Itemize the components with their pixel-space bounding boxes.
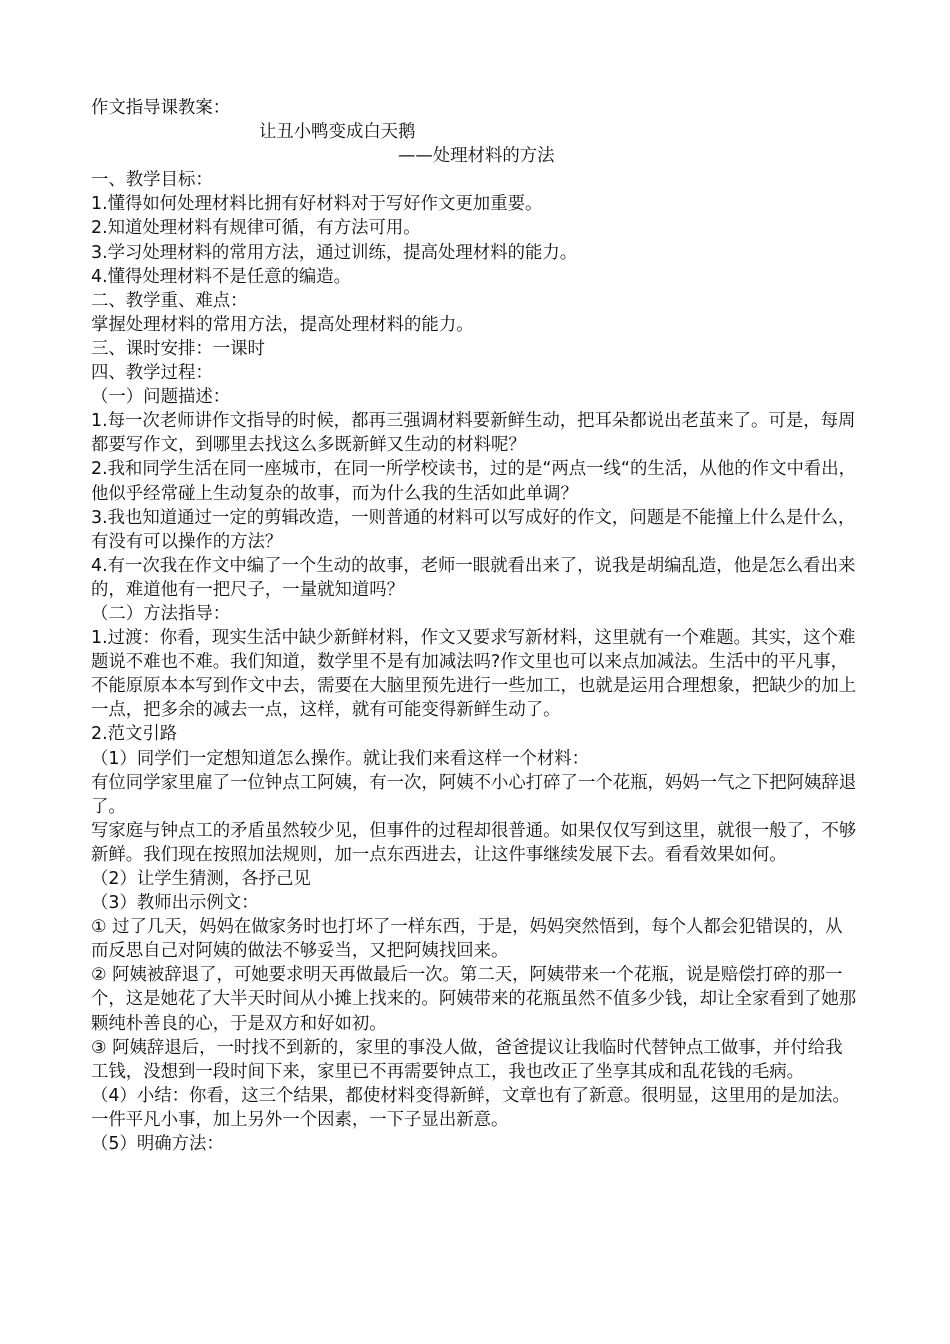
paragraph: 3.学习处理材料的常用方法，通过训练，提高处理材料的能力。: [91, 242, 578, 263]
section-heading: 三、课时安排：一课时: [91, 338, 265, 359]
paragraph: 1.懂得如何处理材料比拥有好材料对于写好作文更加重要。: [91, 194, 543, 215]
paragraph: （3）教师出示例文：: [91, 893, 259, 914]
subsection-heading: （二）方法指导：: [91, 603, 231, 624]
paragraph: 1.过渡：你看，现实生活中缺少新鲜材料，作文又要求写新材料，这里就有一个难题。其实，这个难题说不难也不难。我们知道，数学里不是有加减法吗?作文里也可以来点加减法。生活中的平凡事，不能原原本本写到作文中去，需要在大脑里预先进行一些加工，也就是运用合理想象，把缺少的加上一点，把多余的减去一点，这样，就有可能变得新鲜生动了。: [91, 628, 857, 721]
doc-header: 作文指导课教案：: [91, 98, 231, 118]
paragraph: （4）小结：你看，这三个结果，都使材料变得新鲜，文章也有了新意。很明显，这里用的是加法。一件平凡小事，加上另外一个因素，一下子显出新意。: [91, 1085, 850, 1130]
paragraph: ② 阿姨被辞退了，可她要求明天再做最后一次。第二天，阿姨带来一个花瓶，说是赔偿打碎的那一个，这是她花了大半天时间从小摊上找来的。阿姨带来的花瓶虽然不值多少钱，却让全家看到了她那颗纯朴善良的心，于是双方和好如初。: [91, 965, 857, 1034]
paragraph: （2）让学生猜测，各抒己见: [91, 869, 311, 889]
paragraph: 掌握处理材料的常用方法，提高处理材料的能力。: [91, 314, 474, 335]
section-heading: 四、教学过程：: [91, 363, 213, 384]
paragraph: 3.我也知道通过一定的剪辑改造，一则普通的材料可以写成好的作文，问题是不能撞上什么是什么，有没有可以操作的方法？: [91, 507, 856, 552]
paragraph: 4.懂得处理材料不是任意的编造。: [91, 266, 352, 287]
paragraph: （1）同学们一定想知道怎么操作。就让我们来看这样一个材料：: [91, 748, 590, 769]
paragraph: ① 过了几天，妈妈在做家务时也打坏了一样东西，于是，妈妈突然悟到，每个人都会犯错误的，从而反思自己对阿姨的做法不够妥当，又把阿姨找回来。: [91, 917, 843, 962]
paragraph: 1.每一次老师讲作文指导的时候，都再三强调材料要新鲜生动，把耳朵都说出老茧来了。可是，每周都要写作文，到哪里去找这么多既新鲜又生动的材料呢？: [91, 411, 856, 456]
paragraph: ③ 阿姨辞退后，一时找不到新的，家里的事没人做，爸爸提议让我临时代替钟点工做事，并付给我工钱，没想到一段时间下来，家里已不再需要钟点工，我也改正了坐享其成和乱花钱的毛病。: [91, 1037, 843, 1082]
section-heading: 一、教学目标：: [91, 170, 213, 191]
paragraph: （5）明确方法：: [91, 1134, 224, 1155]
doc-subtitle: ——处理材料的方法: [398, 146, 555, 167]
paragraph: 2.范文引路: [91, 724, 178, 745]
paragraph: 4.有一次我在作文中编了一个生动的故事，老师一眼就看出来了，说我是胡编乱造，他是怎么看出来的，难道他有一把尺子，一量就知道吗？: [91, 555, 856, 600]
paragraph: 写家庭与钟点工的矛盾虽然较少见，但事件的过程却很普通。如果仅仅写到这里，就很一般了，不够新鲜。我们现在按照加法规则，加一点东西进去，让这件事继续发展下去。看看效果如何。: [91, 820, 857, 865]
paragraph: 2.知道处理材料有规律可循，有方法可用。: [91, 218, 421, 239]
paragraph: 有位同学家里雇了一位钟点工阿姨，有一次，阿姨不小心打碎了一个花瓶，妈妈一气之下把阿姨辞退了。: [91, 772, 857, 817]
section-heading: 二、教学重、难点：: [91, 290, 248, 311]
subsection-heading: （一）问题描述：: [91, 387, 231, 408]
doc-title: 让丑小鸭变成白天鹅: [259, 122, 416, 143]
paragraph: 2.我和同学生活在同一座城市，在同一所学校读书，过的是“两点一线“的生活，从他的作文中看出，他似乎经常碰上生动复杂的故事，而为什么我的生活如此单调？: [91, 459, 857, 504]
